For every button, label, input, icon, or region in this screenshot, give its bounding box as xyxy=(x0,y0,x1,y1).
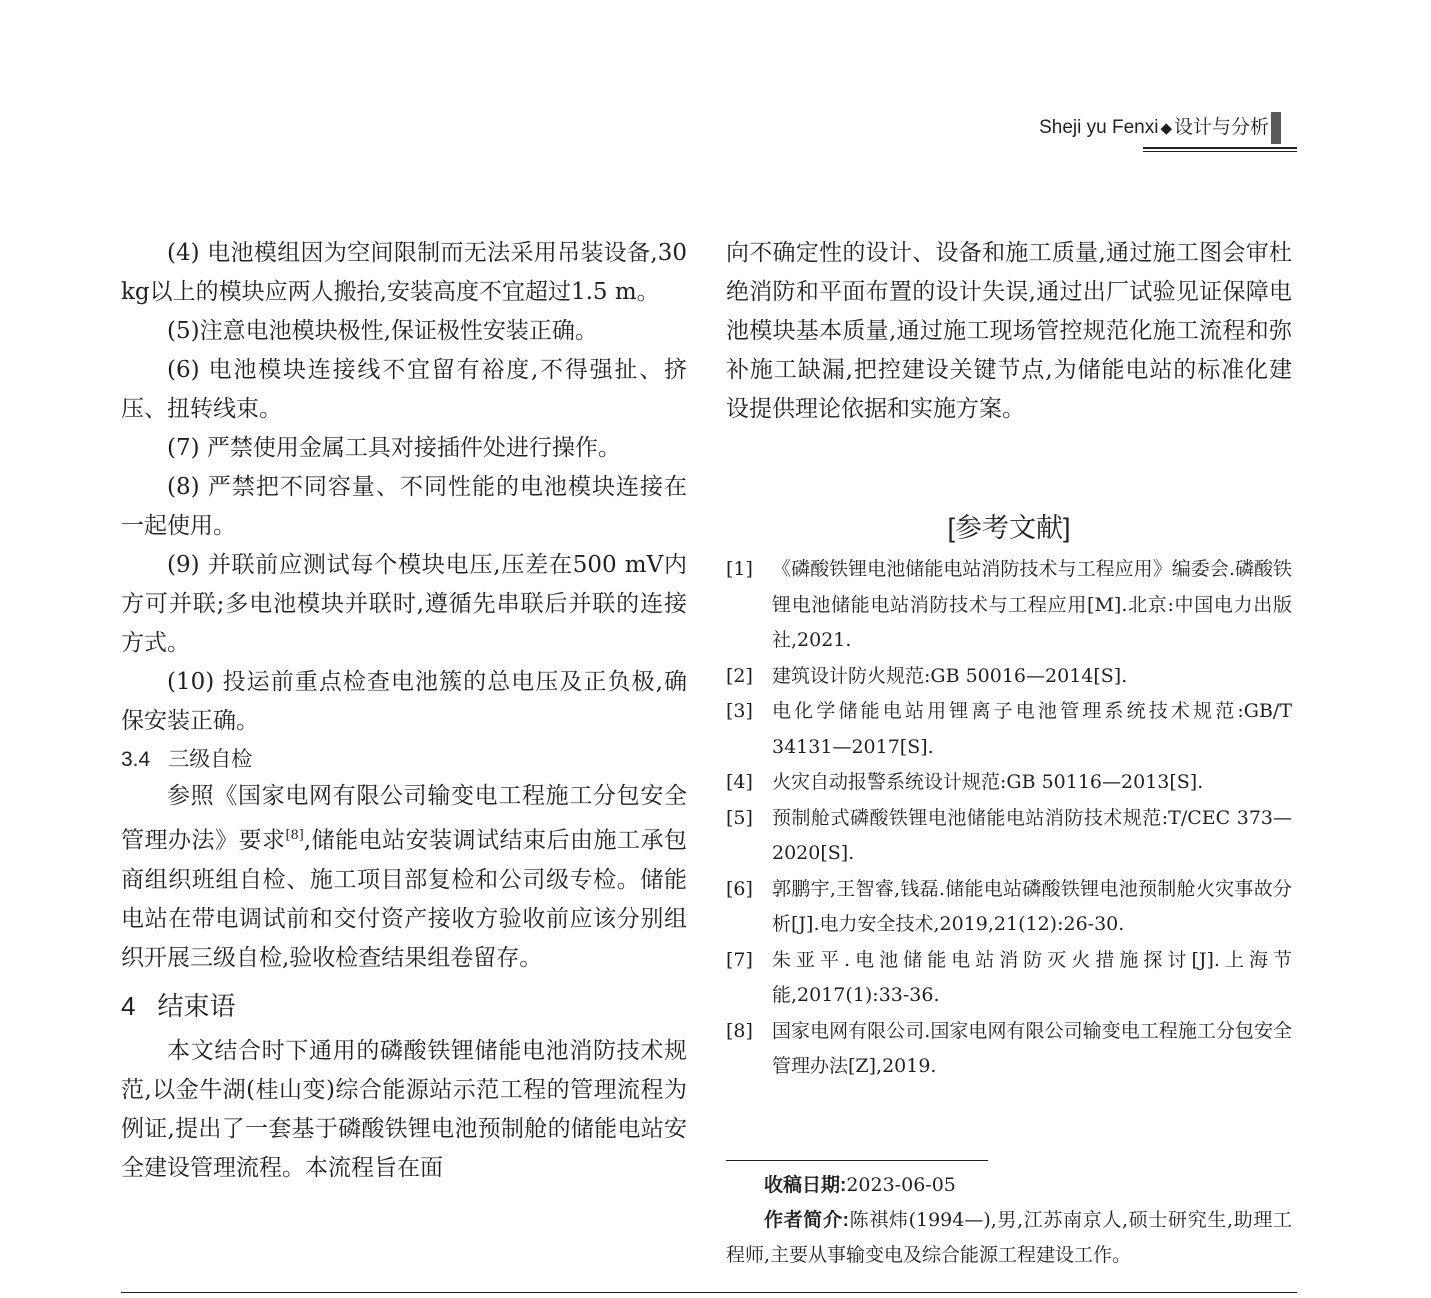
reference-number: [4] xyxy=(726,771,753,793)
reference-item xyxy=(726,872,1292,943)
references-title: [参考文献] xyxy=(947,513,1071,543)
reference-number: [3] xyxy=(726,700,753,722)
paragraph-item-9: (9) 并联前应测试每个模块电压,压差在500 mV内方可并联;多电池模块并联时,遵循先串联后并联的连接方式。 xyxy=(121,552,687,656)
reference-number: [1] xyxy=(726,558,753,580)
received-label: 收稿日期: xyxy=(764,1175,847,1196)
references-list xyxy=(726,552,1292,1085)
running-header-text xyxy=(1039,114,1269,143)
reference-number: [7] xyxy=(726,948,753,971)
header-bar xyxy=(1271,112,1281,144)
author-label: 作者简介: xyxy=(764,1210,849,1231)
paragraph-text: ,储能电站安装调试结束后由施工承包商组织班组自检、施工项目部复检和公司级专检。储能电站在带电调试前和交付资产接收方验收前应该分别组织开展三级自检,验收检查结果组卷留存。 xyxy=(121,827,688,971)
reference-text: 朱亚平.电池储能电站消防灭火措施探讨[J].上海节能,2017(1):33-36. xyxy=(772,948,1292,1006)
header-section-title: 设计与分析 xyxy=(1173,117,1269,138)
paragraph-text: 参照《国家电网有限公司输变电工程施工分包安全管理办法》要求 xyxy=(121,783,687,854)
section-number: 4 xyxy=(121,990,136,1021)
section-heading-3-4 xyxy=(121,745,687,775)
citation-mark: [8] xyxy=(285,828,304,843)
section-title: 结束语 xyxy=(157,990,236,1021)
author-value: 陈祺炜(1994—),男,江苏南京人,硕士研究生,助理工程师,主要从事输变电及综合能源工程建设工作。 xyxy=(726,1209,1293,1266)
reference-item xyxy=(726,552,1292,659)
header-rule xyxy=(1143,147,1297,149)
footnote xyxy=(726,1168,1292,1272)
author-bio xyxy=(726,1203,1292,1272)
footnote-rule xyxy=(726,1160,988,1161)
reference-item xyxy=(726,801,1292,872)
received-date xyxy=(726,1168,1292,1203)
paragraph-conclusion: 本文结合时下通用的磷酸铁锂储能电池消防技术规范,以金牛湖(桂山变)综合能源站示范工程的管理流程为例证,提出了一套基于磷酸铁锂电池预制舱的储能电站安全建设管理流程。本流程旨在面 xyxy=(121,1037,687,1181)
running-header xyxy=(897,114,1297,154)
section-heading-4 xyxy=(121,986,687,1026)
paragraph-item-10: (10) 投运前重点检查电池簇的总电压及正负极,确保安装正确。 xyxy=(121,669,687,734)
paragraph-conclusion-continued: 向不确定性的设计、设备和施工质量,通过施工图会审杜绝消防和平面布置的设计失误,通过出厂试验见证保障电池模块基本质量,通过施工现场管控规范化施工流程和弥补施工缺漏,把控建设关键节点,为储能电站的标准化建设提供理论依据和实施方案。 xyxy=(726,240,1292,422)
paragraph-item-8: (8) 严禁把不同容量、不同性能的电池模块连接在一起使用。 xyxy=(121,474,687,539)
paragraph-three-level-check xyxy=(121,777,687,978)
reference-item xyxy=(726,765,1292,801)
bottom-rule xyxy=(121,1292,1297,1293)
reference-text: 郭鹏宇,王智睿,钱磊.储能电站磷酸铁锂电池预制舱火灾事故分析[J].电力安全技术,2019,21(12):26-30. xyxy=(772,877,1292,935)
paragraph-item-4: (4) 电池模组因为空间限制而无法采用吊装设备,30 kg以上的模块应两人搬抬,安装高度不宜超过1.5 m。 xyxy=(121,240,687,305)
section-number: 3.4 xyxy=(121,748,151,771)
paragraph-item-7: (7) 严禁使用金属工具对接插件处进行操作。 xyxy=(167,435,621,461)
reference-item xyxy=(726,659,1292,695)
reference-number: [8] xyxy=(726,1019,753,1042)
reference-text: 国家电网有限公司.国家电网有限公司输变电工程施工分包安全管理办法[Z],2019. xyxy=(772,1019,1292,1077)
reference-number: [2] xyxy=(726,664,753,687)
reference-number: [6] xyxy=(726,877,753,900)
reference-item xyxy=(726,1014,1292,1085)
reference-item xyxy=(726,694,1292,765)
header-pinyin: Sheji yu Fenxi xyxy=(1039,117,1159,138)
paragraph-item-6: (6) 电池模块连接线不宜留有裕度,不得强扯、挤压、扭转线束。 xyxy=(121,357,687,422)
reference-item xyxy=(726,943,1292,1014)
right-column xyxy=(726,234,1292,429)
received-value: 2023-06-05 xyxy=(846,1174,956,1196)
section-title: 三级自检 xyxy=(168,748,253,771)
reference-text: 预制舱式磷酸铁锂电池储能电站消防技术规范:T/CEC 373—2020[S]. xyxy=(772,806,1292,864)
header-rule-thin xyxy=(1143,151,1297,152)
reference-text: 《磷酸铁锂电池储能电站消防技术与工程应用》编委会.磷酸铁锂电池储能电站消防技术与工程应用[M].北京:中国电力出版社,2021. xyxy=(772,558,1292,651)
paragraph-item-5: (5)注意电池模块极性,保证极性安装正确。 xyxy=(167,318,598,344)
diamond-icon: ◆ xyxy=(1160,120,1172,137)
left-column xyxy=(121,234,687,1188)
reference-text: 电化学储能电站用锂离子电池管理系统技术规范:GB/T 34131—2017[S]. xyxy=(772,700,1292,758)
reference-number: [5] xyxy=(726,806,753,829)
reference-text: 火灾自动报警系统设计规范:GB 50116—2013[S]. xyxy=(772,771,1204,793)
reference-text: 建筑设计防火规范:GB 50016—2014[S]. xyxy=(772,664,1128,687)
